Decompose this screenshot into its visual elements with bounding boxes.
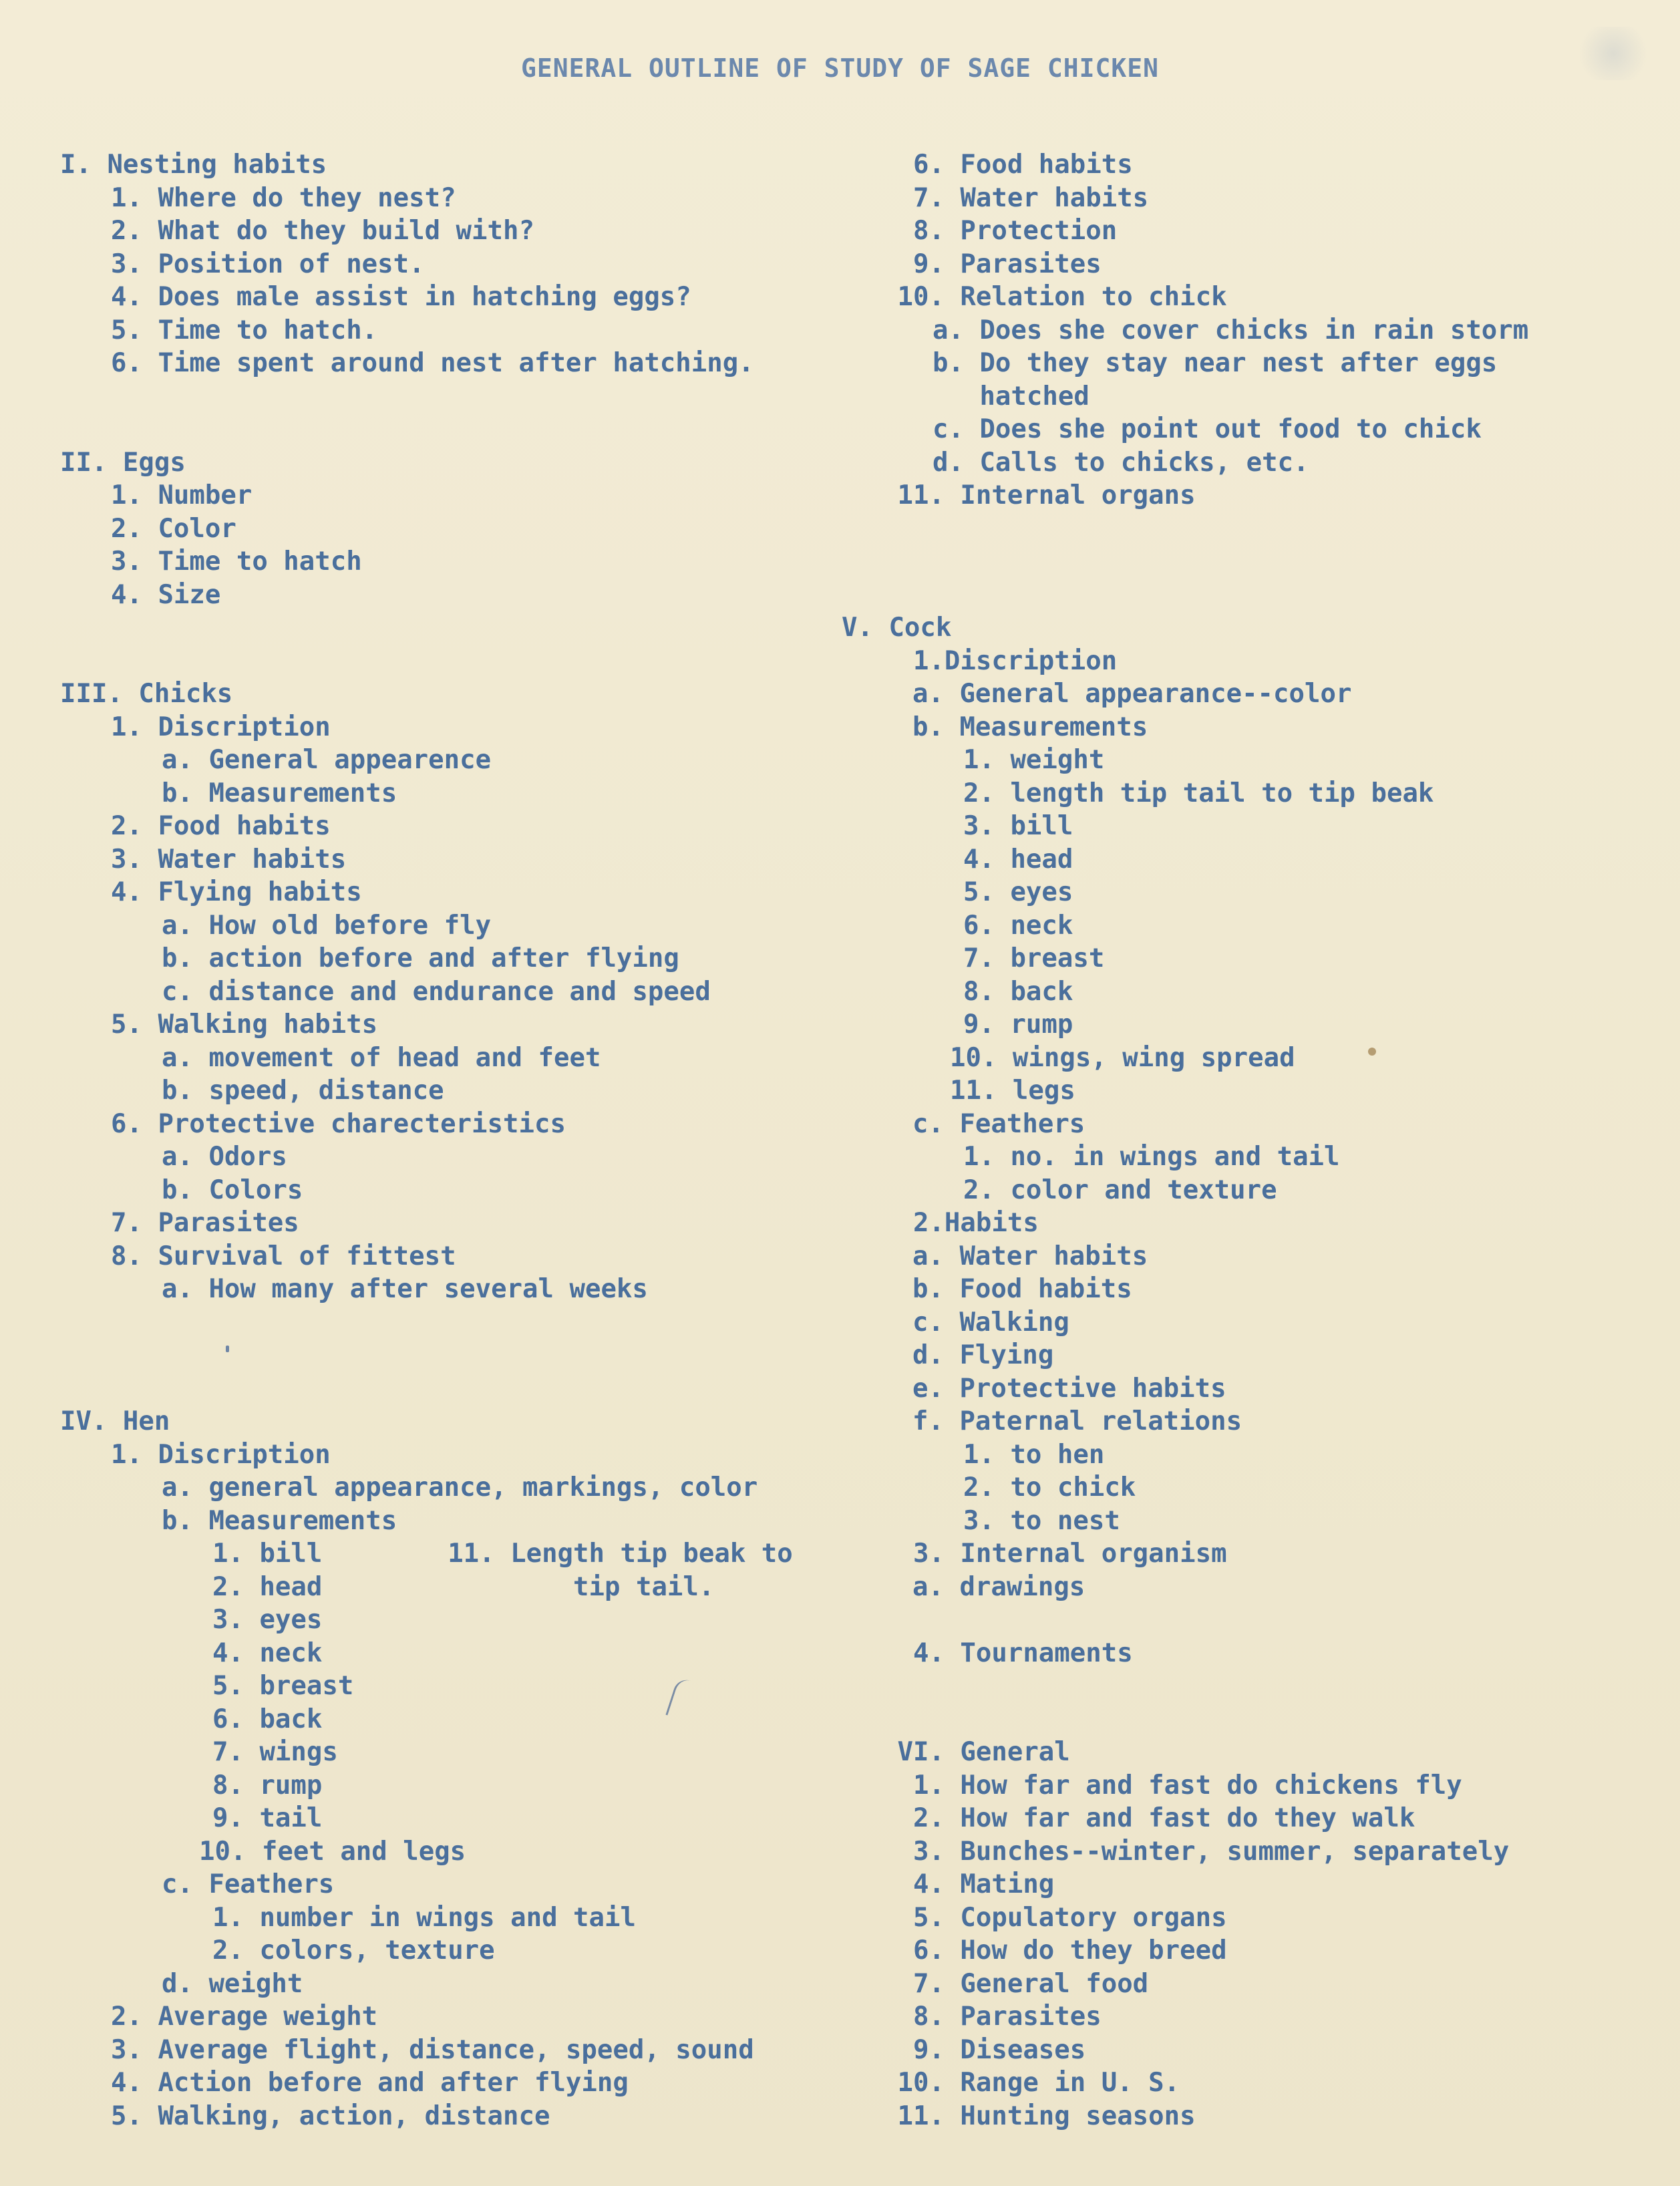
outline-item: 2. color and texture (963, 1175, 1277, 1205)
outline-item: b. Colors (162, 1175, 303, 1205)
outline-item: 3. to nest (963, 1505, 1120, 1536)
outline-heading: III. Chicks (60, 679, 233, 709)
outline-item: 9. tail (212, 1803, 323, 1833)
outline-item: a. How many after several weeks (162, 1274, 648, 1304)
outline-item: 3. Water habits (111, 844, 347, 875)
outline-item: 6. Time spent around nest after hatching. (111, 348, 754, 378)
outline-heading: 9. Parasites (882, 249, 1102, 279)
outline-heading: 5. Copulatory organs (882, 1902, 1227, 1933)
outline-heading: V. Cock (842, 613, 952, 643)
outline-item: 3. bill (963, 811, 1073, 841)
outline-item: b. Do they stay near nest after eggs (933, 348, 1498, 378)
outline-item: c. Walking (912, 1307, 1069, 1338)
outline-item: 3. Time to hatch (111, 546, 362, 577)
outline-heading: II. Eggs (60, 447, 186, 478)
outline-heading: 10. Relation to chick (882, 282, 1227, 312)
blank-line (60, 611, 862, 645)
outline-item: 4. head (963, 844, 1073, 875)
outline-heading: 6. Food habits (882, 150, 1133, 180)
blank-line (60, 1339, 862, 1372)
outline-item: b. Food habits (912, 1274, 1132, 1304)
outline-heading: 11. Internal organs (882, 480, 1196, 510)
outline-item: 5. Time to hatch. (111, 315, 378, 345)
outline-heading: 9. Diseases (882, 2034, 1086, 2065)
outline-heading: 7. General food (882, 1968, 1149, 1999)
outline-item: a. Water habits (912, 1241, 1148, 1271)
outline-item: a. movement of head and feet (162, 1042, 601, 1073)
blank-line (882, 1670, 1670, 1703)
outline-item: 1. Number (111, 480, 253, 510)
outline-item: a. Odors (162, 1142, 287, 1172)
outline-item: d. Calls to chicks, etc. (933, 447, 1309, 478)
paper-speck (1368, 1048, 1376, 1056)
outline-heading: 7. Water habits (882, 182, 1149, 213)
outline-heading: 2. How far and fast do they walk (882, 1803, 1415, 1833)
outline-item: 3. Average flight, distance, speed, sound (111, 2034, 754, 2065)
outline-item: 6. back (212, 1704, 323, 1734)
outline-item: 7. Parasites (111, 1208, 299, 1238)
outline-item: c. Does she point out food to chick (933, 414, 1482, 444)
outline-heading: 10. Range in U. S. (882, 2068, 1180, 2098)
outline-heading: 4. Tournaments (882, 1637, 1133, 1668)
outline-heading: I. Nesting habits (60, 150, 327, 180)
outline-item: 2. head tip tail. (212, 1571, 715, 1602)
outline-item: 6. Protective charecteristics (111, 1108, 566, 1139)
outline-item: 2. Average weight (111, 2002, 378, 2032)
outline-item: 1. weight (963, 745, 1105, 775)
outline-item: c. Feathers (912, 1108, 1085, 1139)
outline-item: b. action before and after flying (162, 943, 679, 973)
outline-item: a. How old before fly (162, 910, 492, 941)
outline-heading: 11. Hunting seasons (882, 2100, 1196, 2131)
outline-heading: 2.Habits (882, 1208, 1039, 1238)
outline-item: 1. bill 11. Length tip beak to (212, 1539, 793, 1569)
blank-line (60, 380, 862, 414)
outline-heading: 1.Discription (882, 645, 1118, 676)
outline-item: 4. Flying habits (111, 877, 362, 907)
outline-item: 1. Discription (111, 1439, 331, 1470)
outline-item: 8. Survival of fittest (111, 1241, 456, 1271)
outline-item: 10. wings, wing spread (950, 1042, 1295, 1073)
outline-item: b. Measurements (162, 778, 397, 808)
blank-line (60, 1372, 862, 1406)
outline-item: hatched (933, 381, 1089, 412)
outline-item: 4. neck (212, 1637, 323, 1668)
page-title: GENERAL OUTLINE OF STUDY OF SAGE CHICKEN (520, 53, 1160, 83)
outline-heading: VI. General (882, 1737, 1070, 1767)
blank-line (60, 1306, 862, 1340)
outline-item: a. drawings (912, 1571, 1085, 1602)
outline-item: 5. Walking, action, distance (111, 2100, 550, 2131)
outline-heading: 8. Protection (882, 216, 1118, 246)
outline-item: 4. Does male assist in hatching eggs? (111, 282, 691, 312)
ink-mark (226, 1346, 229, 1352)
outline-item: e. Protective habits (912, 1373, 1226, 1404)
outline-item: d. Flying (912, 1340, 1054, 1370)
outline-heading: 3. Bunches--winter, summer, separately (882, 1836, 1510, 1867)
blank-line (882, 1703, 1670, 1736)
outline-item: a. General appearance--color (912, 679, 1352, 709)
outline-heading: 3. Internal organism (882, 1539, 1227, 1569)
outline-heading: 1. How far and fast do chickens fly (882, 1770, 1462, 1801)
blank-line (882, 545, 1670, 579)
outline-right-column (842, 148, 1670, 2133)
outline-item: 7. breast (963, 943, 1105, 973)
blank-line (882, 579, 1670, 612)
outline-item: 3. Position of nest. (111, 249, 425, 279)
outline-item: a. Does she cover chicks in rain storm (933, 315, 1529, 345)
outline-item: 2. to chick (963, 1472, 1136, 1503)
outline-item: a. general appearance, markings, color (162, 1472, 758, 1503)
outline-item: c. distance and endurance and speed (162, 976, 711, 1007)
outline-heading: 6. How do they breed (882, 1935, 1227, 1966)
outline-item: 8. back (963, 976, 1073, 1007)
outline-item: a. General appearence (162, 745, 492, 775)
blank-line (60, 645, 862, 678)
outline-item: 5. breast (212, 1671, 354, 1701)
outline-item: 5. Walking habits (111, 1009, 378, 1040)
outline-item: 9. rump (963, 1009, 1073, 1040)
outline-item: 2. Color (111, 513, 236, 544)
outline-left-column (60, 148, 862, 2133)
outline-item: 5. eyes (963, 877, 1073, 907)
blank-line (60, 413, 862, 446)
outline-heading: 4. Mating (882, 1869, 1055, 1899)
outline-item: 4. Action before and after flying (111, 2068, 629, 2098)
outline-item: 7. wings (212, 1737, 338, 1767)
outline-item: b. Measurements (162, 1505, 397, 1536)
outline-item: 1. number in wings and tail (212, 1902, 636, 1933)
outline-item: b. speed, distance (162, 1076, 444, 1106)
outline-item: 8. rump (212, 1770, 323, 1801)
outline-item: d. weight (162, 1968, 303, 1999)
outline-item: 1. no. in wings and tail (963, 1142, 1340, 1172)
outline-item: 1. to hen (963, 1439, 1105, 1470)
outline-item: 1. Discription (111, 712, 331, 742)
outline-item: 10. feet and legs (199, 1836, 466, 1867)
outline-item: 11. legs (950, 1076, 1075, 1106)
outline-item: 3. eyes (212, 1605, 323, 1635)
outline-item: b. Measurements (912, 712, 1148, 742)
outline-item: 2. What do they build with? (111, 216, 534, 246)
outline-heading: 8. Parasites (882, 2002, 1102, 2032)
outline-item: 4. Size (111, 579, 221, 610)
outline-item: 6. neck (963, 910, 1073, 941)
outline-item: 2. length tip tail to tip beak (963, 778, 1434, 808)
outline-heading: IV. Hen (60, 1406, 170, 1436)
outline-item: c. Feathers (162, 1869, 335, 1899)
outline-item: 2. Food habits (111, 811, 331, 841)
outline-item: 1. Where do they nest? (111, 182, 456, 213)
blank-line (882, 1603, 1670, 1637)
outline-item: 2. colors, texture (212, 1935, 495, 1966)
outline-item: f. Paternal relations (912, 1406, 1242, 1436)
blank-line (882, 512, 1670, 546)
